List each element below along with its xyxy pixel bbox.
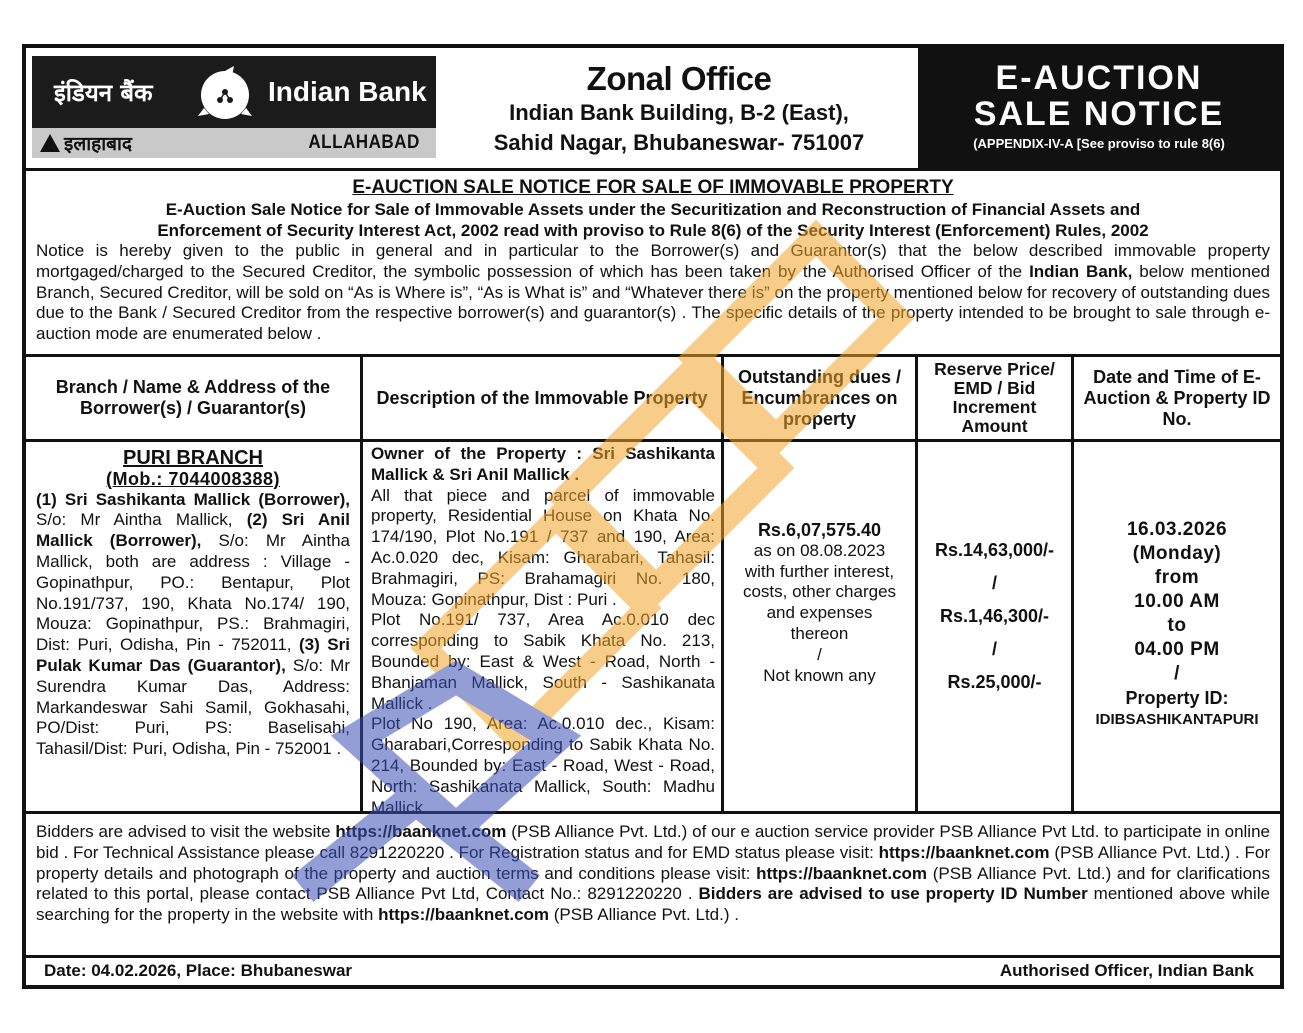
zonal-office-block <box>440 48 918 168</box>
auction-to: to <box>1167 615 1187 636</box>
intro-body-part1: Notice is hereby given to the public in general and in particular to the Borrower(s) and Guarantor(s) that the below described immovable property mortgaged/charged to the Secured Creditor, the symbolic possession of which has been taken by the Authorised Officer of the <box>36 241 1270 281</box>
borrower-details <box>36 490 350 760</box>
bidders-text-6: (PSB Alliance Pvt. Ltd.) . <box>549 905 739 925</box>
notice-frame <box>22 44 1284 989</box>
indian-bank-emblem-icon <box>194 62 256 124</box>
eauction-title-box <box>918 48 1280 168</box>
bidders-text-3: (PSB Alliance Pvt. Ltd.) . For property details and photograph of the property and auction terms and conditions please visit: <box>36 842 1270 883</box>
branch-mobile: (Mob.: 7044008388) <box>105 468 281 489</box>
header-property: Description of the Immovable Property <box>363 357 721 442</box>
header-prices: Reserve Price/ EMD / Bid Increment Amount <box>918 357 1071 442</box>
zonal-office-address-2: Sahid Nagar, Bhubaneswar- 751007 <box>493 130 865 155</box>
cell-property <box>363 442 721 818</box>
baanknet-link[interactable]: https://baanknet.com <box>378 905 550 925</box>
bidders-instructions <box>26 814 1280 958</box>
bid-increment: Rs.25,000/- <box>947 672 1042 692</box>
cell-borrower <box>26 442 360 760</box>
property-desc-1: All that piece and parcel of immovable property, Residential House on Khata No. 174/190, Plot No.191 / 737 and 190, Area: Ac.0.020 dec, Kisam: Gharabari, Tahasil: Brahmagiri, PS: Brahamagiri No. 180, Mouza: Gopinathpur, Dist : Puri . <box>371 485 715 609</box>
bidders-text-2: (PSB Alliance Pvt. Ltd.) of our e auction service provider PSB Alliance Pvt Ltd. to participate in online bid . For Technical Assistance please call 8291220220 . For Registration status and for EMD status please visit: <box>36 822 1270 862</box>
header-auction: Date and Time of E-Auction & Property ID No. <box>1074 357 1280 442</box>
property-desc-3: Plot No 190, Area: Ac.0.010 dec., Kisam: Gharabari,Corresponding to Sabik Khata No. 214, Bounded by: East - Road, West - Road, North: Sashikanata Mallick, South: Madhu Mallick . <box>371 714 715 817</box>
notice-footer <box>26 958 1280 985</box>
logo-bottom-band <box>32 128 436 158</box>
auction-separator: / <box>1174 663 1180 684</box>
dues-line3: and expenses <box>766 603 873 623</box>
zonal-office-address-1: Indian Bank Building, B-2 (East), <box>509 100 849 125</box>
auction-day: (Monday) <box>1132 543 1222 564</box>
logo-english-city: ALLAHABAD <box>308 132 420 153</box>
intro-subheading-2: Enforcement of Security Interest Act, 2002 read with proviso to Rule 8(6) of the Security Interest (Enforcement) Rules, 2002 <box>157 221 1149 240</box>
header-dues: Outstanding dues / Encumbrances on property <box>724 357 915 442</box>
logo-hindi-name: इंडियन बैंक <box>54 79 153 107</box>
column-property <box>363 357 724 817</box>
cell-dues <box>724 442 915 690</box>
bidders-text-1: Bidders are advised to visit the website <box>36 822 336 841</box>
guarantor: (3) Sri Pulak Kumar Das (Guarantor), <box>36 635 350 675</box>
dues-line1: with further interest, <box>744 561 895 581</box>
bank-logo <box>32 56 436 160</box>
header-borrower: Branch / Name & Address of the Borrower(s) / Guarantor(s) <box>26 357 360 442</box>
cell-auction <box>1074 442 1280 734</box>
branch-name: PURI BRANCH <box>123 447 263 469</box>
column-dues <box>724 357 918 811</box>
signatory: Authorised Officer, Indian Bank <box>999 961 1254 980</box>
borrower-1-detail: S/o: Mr Aintha Mallick, <box>36 510 247 530</box>
baanknet-link[interactable]: https://baanknet.com <box>335 822 507 841</box>
encumbrances: Not known any <box>763 665 876 685</box>
bidders-text-4: (PSB Alliance Pvt. Ltd.) and for clarifications related to this portal, please contact PSB Alliance Pvt Ltd, Contact No.: 8291220220 . <box>36 863 1270 904</box>
intro-body-part2: below mentioned Branch, Secured Creditor, will be sold on “As is Where is”, “As is What is” and “Whatever there is” on the property mentioned below for recovery of outstanding dues due to the Bank / Secured Creditor from the respective borrower(s) and guarantor(s) . The specific details of the property intended to be brought to sale through e-auction mode are enumerated below . <box>36 261 1270 344</box>
intro-subheading-1: E-Auction Sale Notice for Sale of Immovable Assets under the Securitization and Reconstruction of Financial Assets and <box>165 200 1141 219</box>
bidders-text <box>26 814 1280 926</box>
price-separator-1: / <box>991 573 997 593</box>
logo-top-band <box>32 56 436 128</box>
intro-body <box>26 241 1280 345</box>
cell-prices <box>918 442 1071 703</box>
baanknet-link[interactable]: https://baanknet.com <box>756 863 928 883</box>
guarantor-detail: S/o: Mr Surendra Kumar Das, Address: Markandeswar Sahi Samil, Gokhasahi, PO/Dist: Puri, PS: Baselisahi, Tahasil/Dist: Puri, Odisha, Pin - 752001 . <box>36 655 351 759</box>
emd-amount: Rs.1,46,300/- <box>939 606 1050 626</box>
column-borrower <box>26 357 363 811</box>
property-table <box>26 357 1280 817</box>
column-prices <box>918 357 1074 811</box>
borrower-1: (1) Sri Sashikanta Mallick (Borrower), <box>36 489 350 509</box>
notice-header <box>26 48 1280 171</box>
logo-english-name: Indian Bank <box>268 76 427 107</box>
property-id-note: Bidders are advised to use property ID Number <box>698 884 1088 904</box>
baanknet-link[interactable]: https://baanknet.com <box>878 842 1050 862</box>
auction-from: from <box>1154 567 1200 588</box>
eauction-title-line1: E-AUCTION <box>995 59 1203 97</box>
reserve-price: Rs.14,63,000/- <box>934 540 1055 560</box>
property-id: IDIBSASHIKANTAPURI <box>1095 711 1259 728</box>
logo-hindi-city: इलाहाबाद <box>64 133 133 155</box>
date-place: Date: 04.02.2026, Place: Bhubaneswar <box>44 961 353 980</box>
dues-line2: costs, other charges <box>742 582 897 602</box>
intro-heading: E-AUCTION SALE NOTICE FOR SALE OF IMMOVABLE PROPERTY <box>352 177 954 198</box>
borrower-2: (2) Sri Anil Mallick (Borrower), <box>36 510 350 551</box>
dues-as-on: as on 08.08.2023 <box>753 540 886 560</box>
bidders-text-5: mentioned above while searching for the property in the website with <box>36 884 1271 925</box>
property-owner: Owner of the Property : Sri Sashikanta Mallick & Sri Anil Mallick . <box>371 444 715 484</box>
borrower-2-detail: S/o: Mr Aintha Mallick, both are address : Village - Gopinathpur, PO.: Bentapur, Plot No.191/737, 190, Khata No.174/ 190, Mouza: Gopinathpur, PS.: Brahmagiri, Dist: Puri, Odisha, Pin - 752011, <box>36 531 350 655</box>
dues-amount: Rs.6,07,575.40 <box>757 520 882 540</box>
auction-start-time: 10.00 AM <box>1134 591 1220 612</box>
property-desc-2: Plot No.191/ 737, Area Ac.0.010 dec corresponding to Sabik Khata No. 213, Bounded by: East & West - Road, North - Bhanjaman Mallick, South - Sashikanata Mallick . <box>371 610 715 713</box>
dues-line4: thereon <box>790 623 849 643</box>
intro-section <box>26 171 1280 357</box>
zonal-office-title: Zonal Office <box>586 60 772 97</box>
column-auction <box>1074 357 1280 811</box>
auction-end-time: 04.00 PM <box>1134 639 1220 660</box>
auction-date: 16.03.2026 <box>1126 519 1228 540</box>
dues-separator: / <box>817 644 822 664</box>
allahabad-triangle-icon <box>40 134 60 152</box>
eauction-title-line2: SALE NOTICE <box>973 95 1225 133</box>
appendix-reference: (APPENDIX-IV-A [See proviso to rule 8(6) <box>973 136 1225 151</box>
price-separator-2: / <box>991 639 997 659</box>
property-id-label: Property ID: <box>1125 688 1229 708</box>
intro-body-bank: Indian Bank, <box>1029 261 1133 281</box>
